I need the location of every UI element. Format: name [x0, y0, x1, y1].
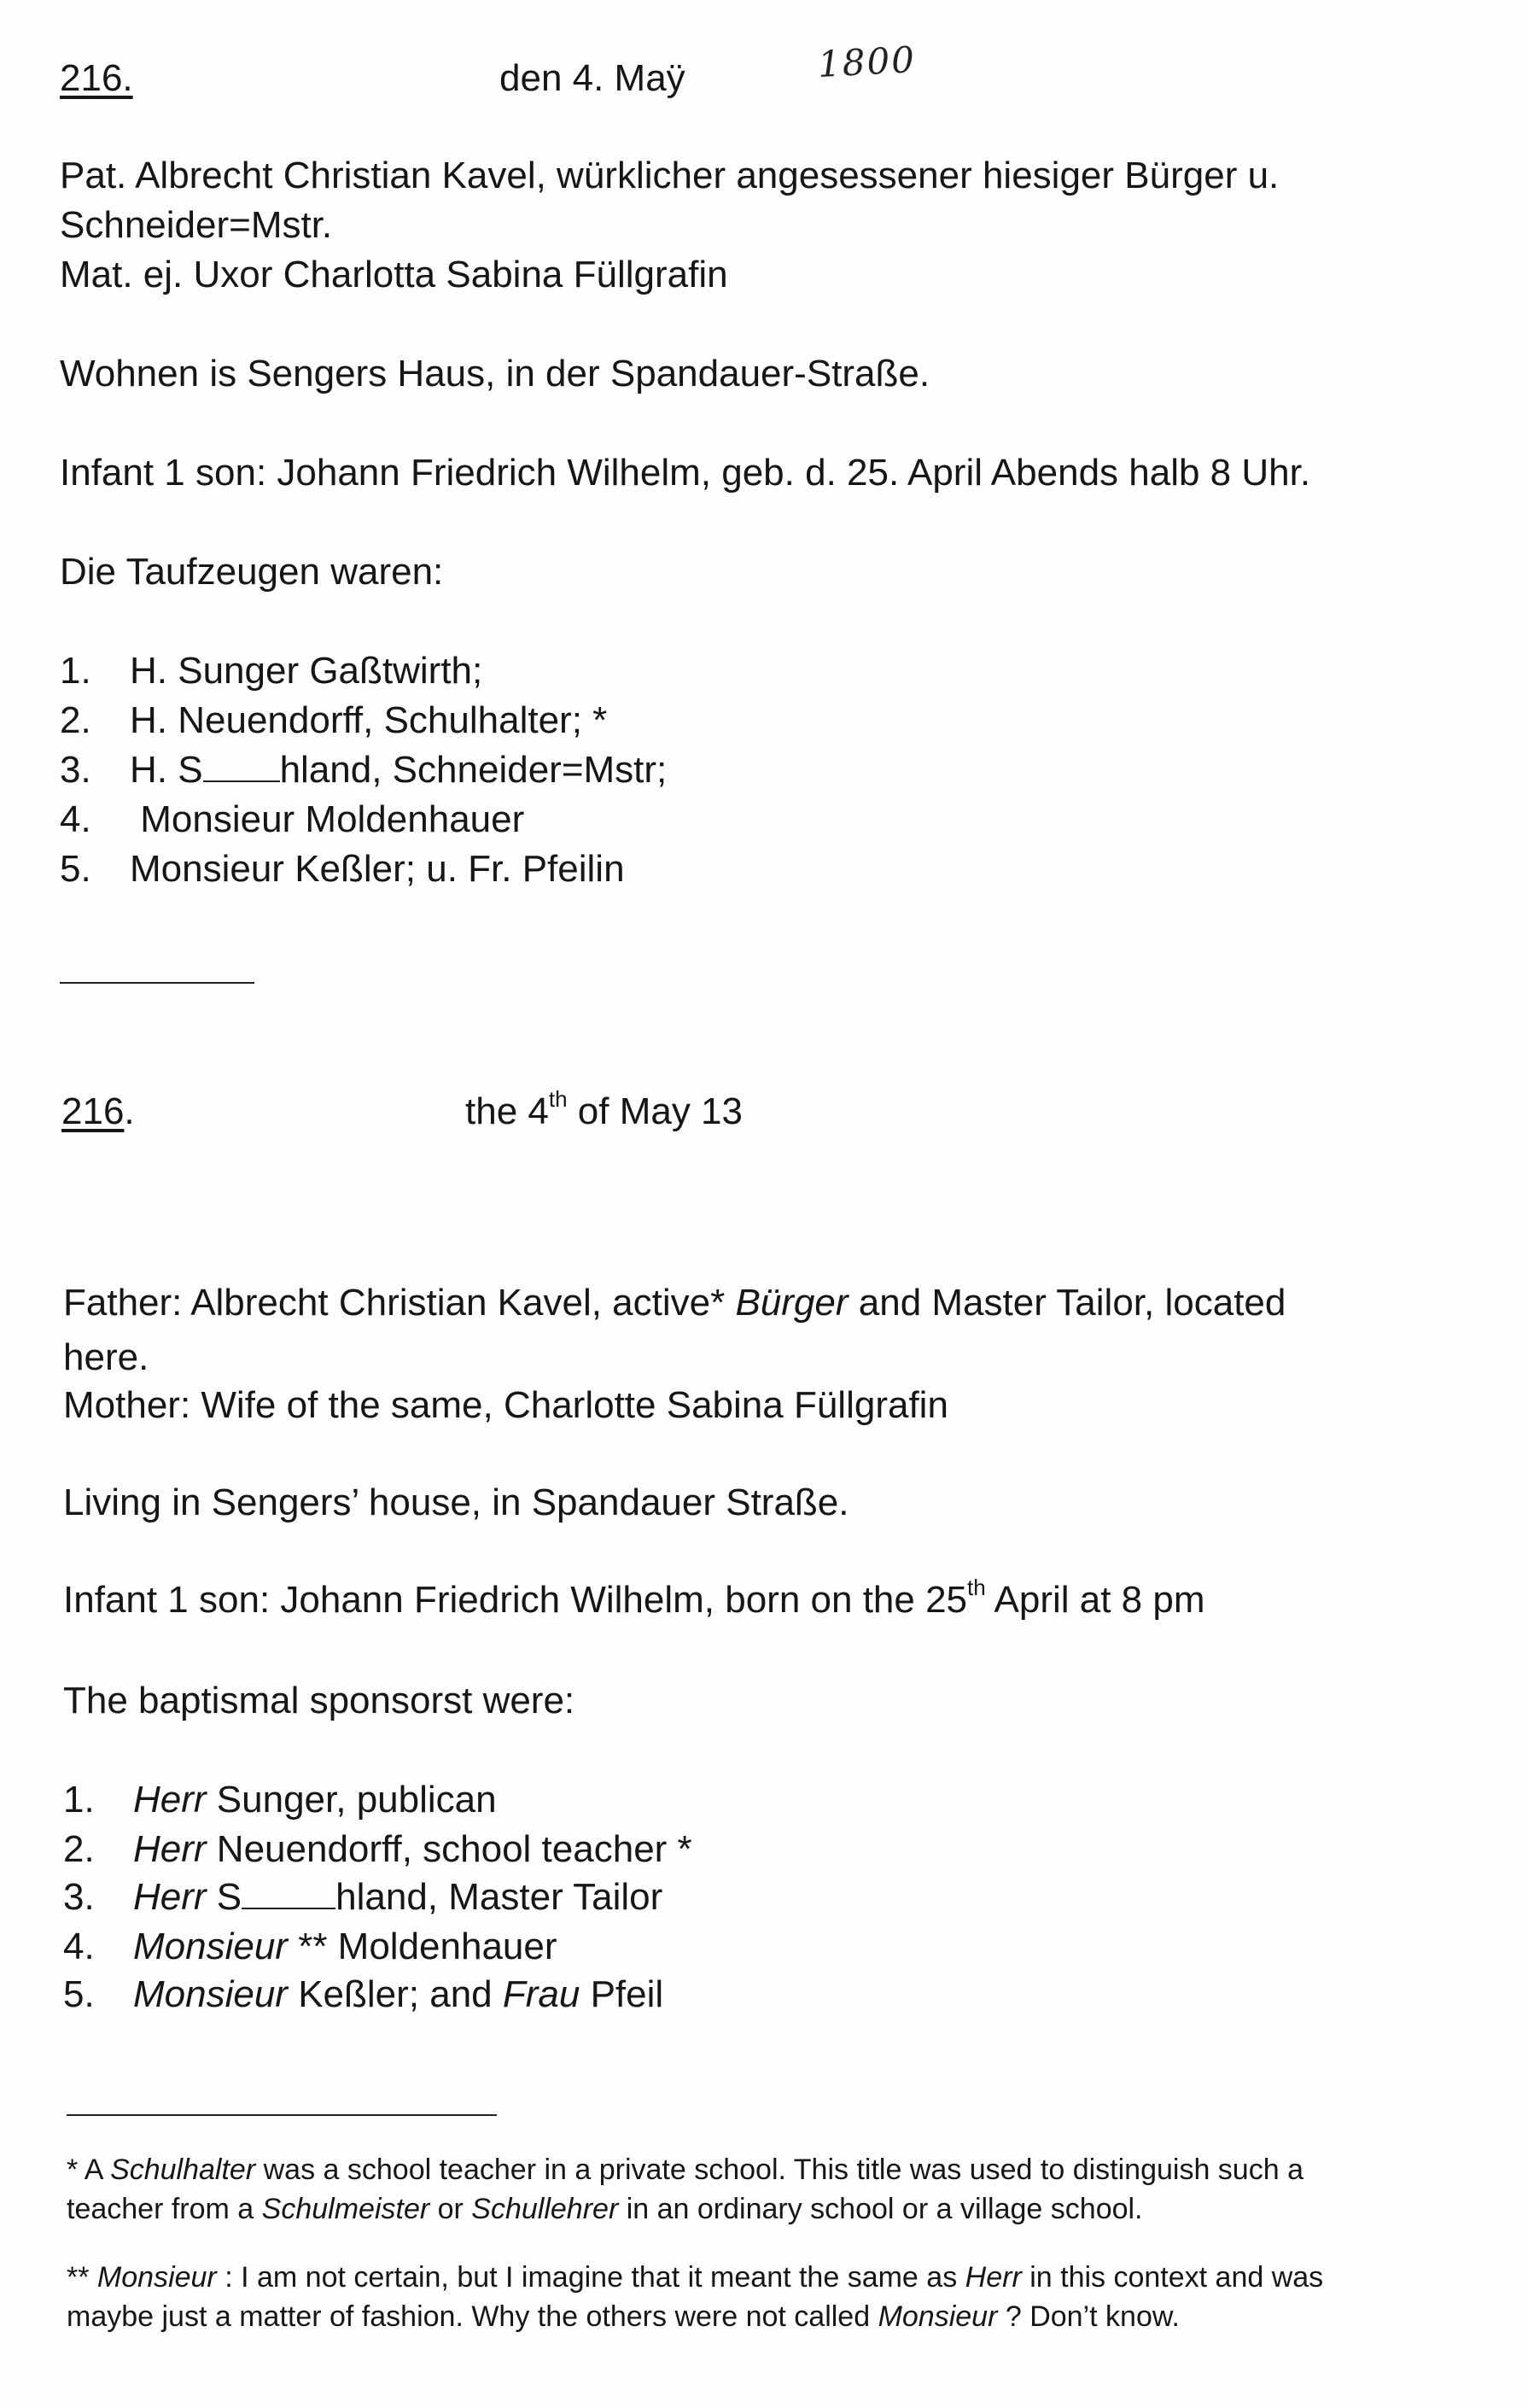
handwritten-year-note: 1800 — [816, 38, 918, 85]
father-line-de-1: Pat. Albrecht Christian Kavel, würklicher angesessener hiesiger Bürger u. — [60, 155, 1280, 196]
father-line-en-1: Father: Albrecht Christian Kavel, active* Bürger and Master Tailor, located — [63, 1282, 1286, 1324]
entry-number-en: 216. — [61, 1090, 135, 1132]
sponsors-heading-en: The baptismal sponsorst were: — [63, 1680, 575, 1721]
entry-number-de: 216. — [60, 57, 133, 99]
infant-de: Infant 1 son: Johann Friedrich Wilhelm, geb. d. 25. April Abends halb 8 Uhr. — [60, 452, 1311, 494]
footnote-2-line-1: ** Monsieur : I am not certain, but I imagine that it meant the same as Herr in this context and was — [67, 2261, 1324, 2294]
sponsor-en-2: 2. Herr Neuendorff, school teacher * — [63, 1828, 692, 1870]
mother-line-de: Mat. ej. Uxor Charlotta Sabina Füllgrafin — [60, 254, 728, 295]
name-gap — [203, 755, 280, 782]
footnote-1-line-1: * A Schulhalter was a school teacher in a private school. This title was used to distinguish such a — [67, 2154, 1303, 2186]
mother-line-en: Mother: Wife of the same, Charlotte Sabina Füllgrafin — [63, 1384, 948, 1426]
residence-de: Wohnen is Sengers Haus, in der Spandauer-Straße. — [60, 353, 930, 395]
name-gap — [242, 1882, 335, 1909]
section-divider — [60, 982, 254, 984]
footnote-divider — [67, 2114, 497, 2116]
father-line-de-2: Schneider=Mstr. — [60, 204, 333, 246]
sponsor-de-5: 5. Monsieur Keßler; u. Fr. Pfeilin — [60, 848, 625, 890]
sponsors-heading-de: Die Taufzeugen waren: — [60, 551, 444, 593]
sponsor-en-4: 4. Monsieur ** Moldenhauer — [63, 1926, 557, 1967]
entry-date-en: the 4th of May 13 — [465, 1086, 743, 1132]
footnote-2-line-2: maybe just a matter of fashion. Why the others were not called Monsieur ? Don’t know. — [67, 2300, 1180, 2333]
footnote-1-line-2: teacher from a Schulmeister or Schullehrer in an ordinary school or a village school. — [67, 2193, 1143, 2225]
sponsor-de-4: 4. Monsieur Moldenhauer — [60, 798, 525, 840]
entry-date-de: den 4. Maÿ — [499, 57, 685, 99]
residence-en: Living in Sengers’ house, in Spandauer Straße. — [63, 1482, 849, 1523]
sponsor-de-3: 3. H. S hland, Schneider=Mstr; — [60, 749, 668, 791]
sponsor-en-3: 3. Herr S hland, Master Tailor — [63, 1876, 663, 1918]
sponsor-en-5: 5. Monsieur Keßler; and Frau Pfeil — [63, 1973, 664, 2015]
sponsor-en-1: 1. Herr Sunger, publican — [63, 1779, 497, 1821]
infant-en: Infant 1 son: Johann Friedrich Wilhelm, born on the 25th April at 8 pm — [63, 1575, 1205, 1621]
father-line-en-2: here. — [63, 1336, 149, 1378]
sponsor-de-1: 1. H. Sunger Gaßtwirth; — [60, 650, 483, 692]
sponsor-de-2: 2. H. Neuendorff, Schulhalter; * — [60, 699, 608, 741]
